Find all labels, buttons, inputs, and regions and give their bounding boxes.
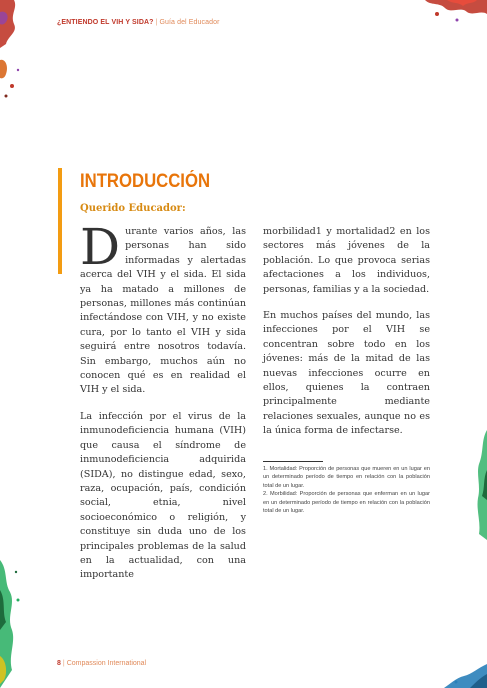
header-subtitle: Guía del Educador: [159, 19, 220, 26]
footnote-divider: [263, 461, 323, 462]
header-title: ¿ENTIENDO EL VIH Y SIDA?: [57, 19, 154, 26]
section-title: INTRODUCCIÓN: [80, 171, 211, 192]
paragraph: En muchos países del mundo, las infecciones por el VIH se concentran sobre todo en los jóvenes: más de la mitad de las nuevas infecciones ocurre en ellos, quienes la contraen principalmente mediante relaciones sexuales, aunque no es la única forma de infectarse.: [263, 310, 430, 437]
paragraph: morbilidad1 y mortalidad2 en los sectores más jóvenes de la población. Lo que provoca serias afectaciones a los individuos, personas, familias y a la sociedad.: [263, 226, 430, 295]
footer-separator: |: [62, 660, 65, 667]
footnote: 1. Mortalidad: Proporción de personas que mueren en un lugar en un determinado período de tiempo en relación con la población total de un lugar.: [263, 466, 430, 489]
footnotes: [263, 465, 430, 515]
page-number: 8: [57, 660, 61, 667]
running-header: [57, 19, 220, 26]
paint-splash-bottom-right: [430, 660, 487, 688]
paragraph: La infección por el virus de la inmunodeficiencia humana (VIH) que causa el síndrome de inmunodeficiencia adquirida (SIDA), no distingue edad, sexo, raza, ocupación, país, condición social, etnia, nivel socioeconómico o religión, y constituye sin duda uno de los principales problemas de la salud en la actualidad, con una importante: [80, 410, 246, 581]
title-accent-bar: [58, 168, 62, 274]
paragraph: [80, 218, 246, 398]
body-column-right: [263, 225, 430, 439]
footnote: 2. Morbilidad: Proporción de personas que enferman en un lugar en un determinado período de tiempo en relación con la población total de un lugar.: [263, 491, 430, 515]
header-separator: |: [155, 19, 158, 26]
footer-organization: Compassion International: [66, 660, 147, 667]
greeting: Querido Educador:: [80, 203, 186, 214]
page-footer: [57, 660, 146, 667]
paint-splash-right-edge: [475, 430, 487, 540]
paragraph-text: urante varios años, las personas han sido informadas y alertadas acerca del VIH y el sida. El sida ya ha matado a millones de personas, millones más continúan infectándose con VIH, y no existe cura, por lo tanto el VIH y sida seguirá entre nosotros todavía. Sin embargo, muchos aún no conocen qué es en realidad el VIH y el sida.: [80, 226, 246, 396]
paint-splash-top-left: [0, 0, 40, 110]
body-column-left: [80, 218, 246, 583]
drop-cap: D: [80, 218, 121, 276]
paint-splash-top-right: [417, 0, 487, 24]
paint-splash-bottom-left: [0, 560, 30, 688]
